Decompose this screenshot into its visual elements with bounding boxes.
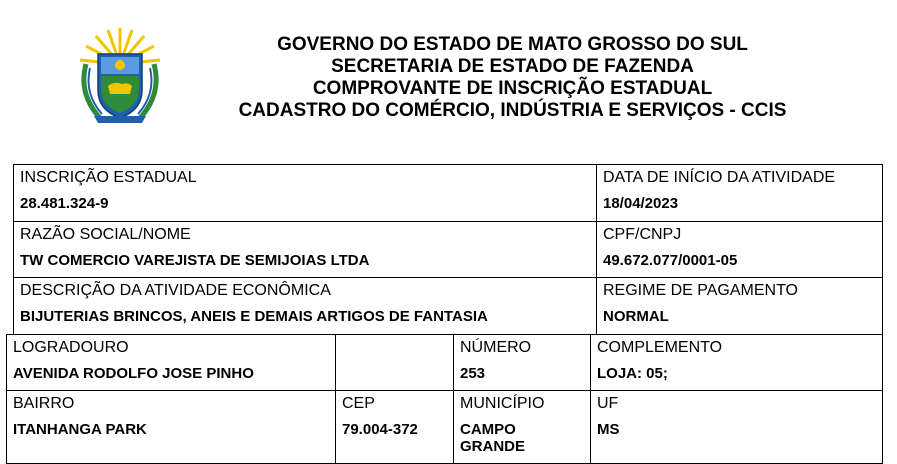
- document-header: [0, 0, 897, 150]
- razao-social-value: TW COMERCIO VAREJISTA DE SEMIJOIAS LTDA: [20, 252, 370, 269]
- regime-pagamento-value: NORMAL: [603, 308, 669, 325]
- document-title-block: [200, 34, 825, 122]
- razao-social-cell: [14, 222, 597, 278]
- cpf-cnpj-cell: [597, 222, 883, 278]
- inscricao-estadual-value: 28.481.324-9: [20, 195, 109, 212]
- cep-cell: [336, 391, 454, 464]
- municipio-value: CAMPO GRANDE: [460, 421, 526, 455]
- numero-value: 253: [460, 365, 486, 382]
- header-line-registry: CADASTRO DO COMÉRCIO, INDÚSTRIA E SERVIÇOS - CCIS: [238, 100, 787, 121]
- data-inicio-label: DATA DE INÍCIO DA ATIVIDADE: [603, 169, 836, 186]
- bairro-cell: [7, 391, 336, 464]
- data-inicio-cell: [597, 165, 883, 222]
- cpf-cnpj-label: CPF/CNPJ: [603, 226, 682, 243]
- complemento-value: LOJA: 05;: [597, 365, 668, 382]
- descricao-atividade-value: BIJUTERIAS BRINCOS, ANEIS E DEMAIS ARTIGOS DE FANTASIA: [20, 308, 488, 325]
- cpf-cnpj-value: 49.672.077/0001-05: [603, 252, 738, 269]
- logradouro-spacer-cell: [336, 335, 454, 391]
- numero-label: NÚMERO: [460, 339, 532, 356]
- uf-label: UF: [597, 395, 619, 412]
- regime-pagamento-cell: [597, 278, 883, 335]
- bairro-label: BAIRRO: [13, 395, 75, 412]
- logradouro-value: AVENIDA RODOLFO JOSE PINHO: [13, 365, 254, 382]
- municipio-label: MUNICÍPIO: [460, 395, 545, 412]
- logradouro-cell: [7, 335, 336, 391]
- razao-social-label: RAZÃO SOCIAL/NOME: [20, 226, 191, 243]
- bairro-value: ITANHANGA PARK: [13, 421, 147, 438]
- complemento-label: COMPLEMENTO: [597, 339, 723, 356]
- municipio-cell: [454, 391, 591, 464]
- uf-value: MS: [597, 421, 620, 438]
- header-line-document-type: COMPROVANTE DE INSCRIÇÃO ESTADUAL: [312, 78, 713, 99]
- registration-table-address: [6, 334, 883, 464]
- regime-pagamento-label: REGIME DE PAGAMENTO: [603, 282, 798, 299]
- header-line-secretariat: SECRETARIA DE ESTADO DE FAZENDA: [331, 56, 694, 77]
- numero-cell: [454, 335, 591, 391]
- inscricao-estadual-label: INSCRIÇÃO ESTADUAL: [20, 169, 197, 186]
- state-coat-of-arms-icon: [76, 24, 164, 126]
- descricao-atividade-cell: [14, 278, 597, 335]
- logradouro-label: LOGRADOURO: [13, 339, 129, 356]
- uf-cell: [591, 391, 883, 464]
- data-inicio-value: 18/04/2023: [603, 195, 679, 212]
- header-line-government: GOVERNO DO ESTADO DE MATO GROSSO DO SUL: [277, 34, 748, 55]
- complemento-cell: [591, 335, 883, 391]
- cep-label: CEP: [342, 395, 375, 412]
- inscricao-estadual-cell: [14, 165, 597, 222]
- cep-value: 79.004-372: [342, 421, 418, 438]
- registration-table-top: [13, 164, 883, 335]
- descricao-atividade-label: DESCRIÇÃO DA ATIVIDADE ECONÔMICA: [20, 282, 331, 299]
